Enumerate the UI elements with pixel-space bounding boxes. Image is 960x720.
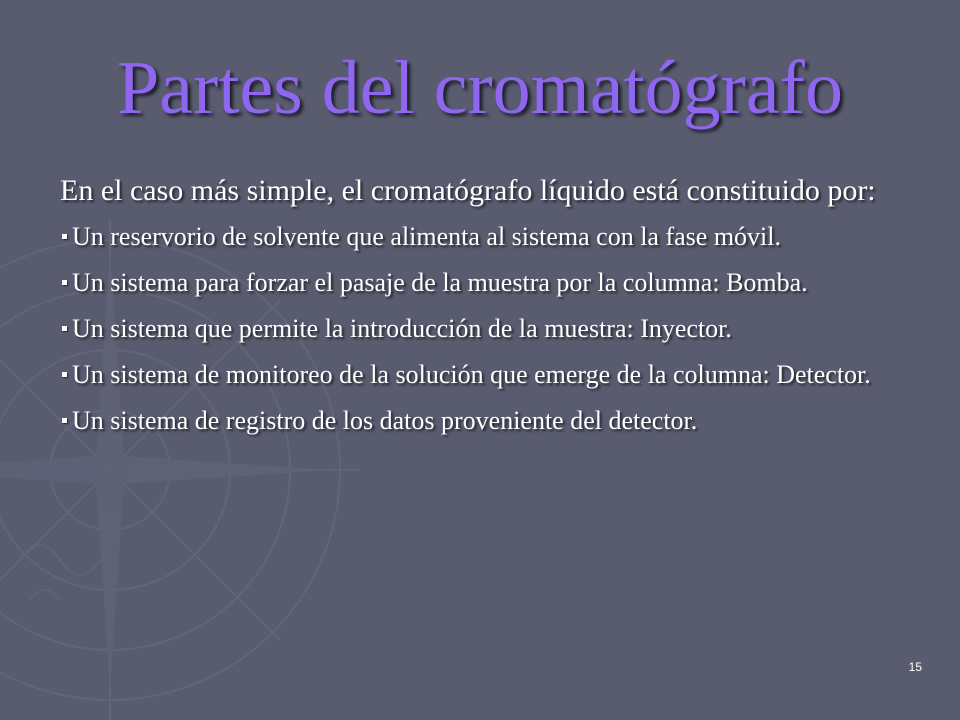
list-item: [60, 266, 900, 300]
list-item-text: Un sistema que permite la introducción de la muestra: Inyector.: [72, 314, 732, 343]
slide-title: Partes del cromatógrafo: [117, 46, 843, 130]
list-item-text: Un reservorio de solvente que alimenta al sistema con la fase móvil.: [72, 222, 781, 251]
slide-body: [60, 172, 900, 450]
list-item-text: Un sistema de registro de los datos proveniente del detector.: [72, 406, 698, 435]
square-bullet-icon: [62, 326, 67, 331]
list-item: [60, 312, 900, 346]
page-number: 15: [908, 660, 922, 674]
square-bullet-icon: [62, 418, 67, 423]
list-item: [60, 220, 900, 254]
list-item-text: Un sistema para forzar el pasaje de la muestra por la columna: Bomba.: [72, 268, 808, 297]
square-bullet-icon: [62, 372, 67, 377]
component-list: [60, 220, 900, 438]
list-item: [60, 358, 900, 392]
list-item: [60, 404, 900, 438]
intro-paragraph: En el caso más simple, el cromatógrafo líquido está constituido por:: [60, 174, 876, 207]
square-bullet-icon: [62, 234, 67, 239]
list-item-text: Un sistema de monitoreo de la solución que emerge de la columna: Detector.: [72, 360, 871, 389]
square-bullet-icon: [62, 280, 67, 285]
